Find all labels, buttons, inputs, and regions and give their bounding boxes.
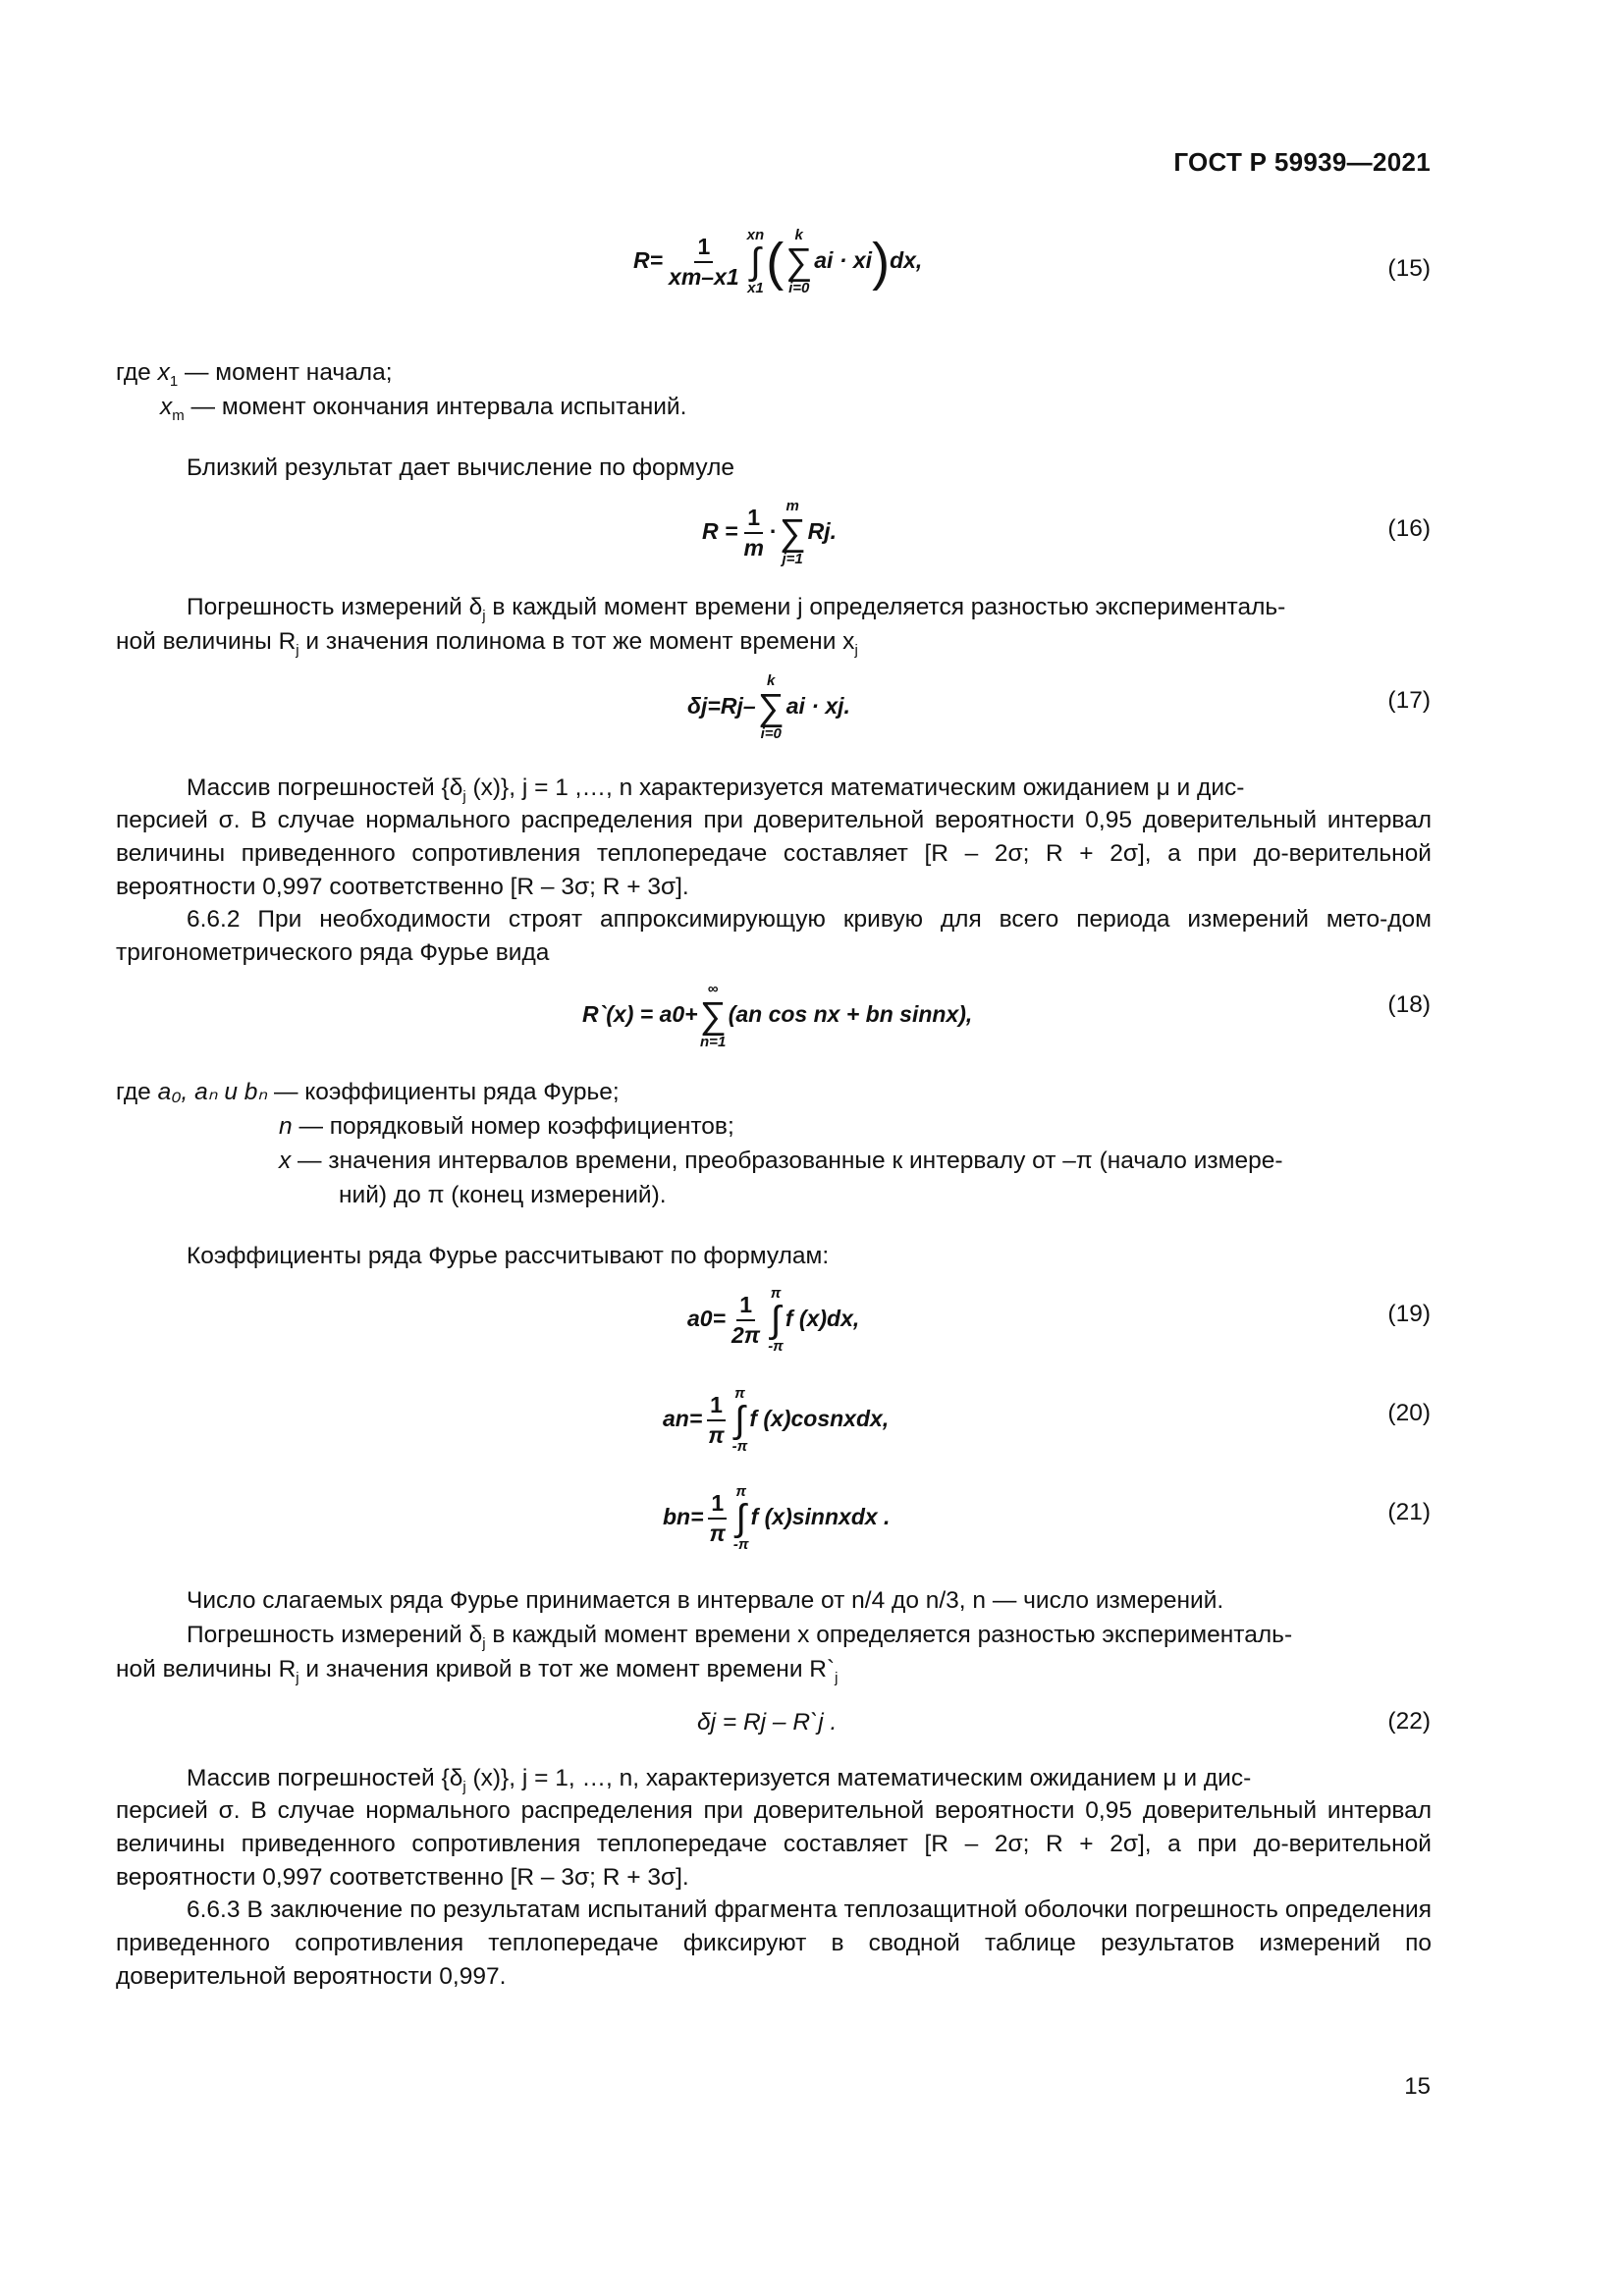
equation-number-16: (16)	[1387, 515, 1431, 542]
paren-right: )	[872, 233, 891, 292]
formula-17-body: ai · xj.	[785, 693, 850, 720]
text: j	[482, 607, 486, 624]
sum-symbol: ∑	[779, 512, 806, 554]
formula-17	[687, 673, 850, 742]
text: Погрешность измерений δ	[187, 1622, 483, 1648]
formula-18-body: (an cos nx + bn sinnx),	[728, 1001, 973, 1028]
integral-symbol: ∫	[735, 1498, 746, 1539]
text: и значения кривой в тот же момент времени R`	[298, 1656, 836, 1682]
formula-15-int-upper: xn	[746, 227, 765, 243]
legend-xm-term: x	[160, 394, 173, 420]
formula-16: R = $\frac{1}{m}$ · m ∑ j=1 Rj.	[702, 498, 838, 567]
formula-21-int-lower: -π	[732, 1536, 749, 1553]
text: j	[835, 1669, 839, 1686]
equation-number-21: (21)	[1387, 1499, 1431, 1525]
integral-symbol: ∫	[750, 241, 761, 283]
sum-symbol: ∑	[699, 995, 727, 1037]
text: ной величины R	[116, 1656, 297, 1682]
text: (x)}, j = 1 ,…, n характеризуется математическим ожиданием μ и дис-	[465, 774, 1245, 801]
integral-symbol: ∫	[734, 1400, 745, 1441]
text: j	[296, 641, 299, 659]
legend-x1-term: x	[157, 359, 170, 386]
legend-n-text: — порядковый номер коэффициентов;	[292, 1113, 734, 1140]
formula-16-body: Rj.	[807, 518, 838, 545]
equation-number-19: (19)	[1387, 1301, 1431, 1327]
paragraph-error1-line2	[116, 625, 858, 667]
text: ной величины R	[116, 628, 297, 655]
sum-symbol: ∑	[785, 241, 813, 283]
formula-21-denominator: π	[709, 1521, 726, 1546]
page-number: 15	[1404, 2073, 1431, 2100]
formula-19-body: f (x)dx,	[785, 1306, 860, 1332]
formula-19-denominator: 2π	[731, 1322, 761, 1348]
formula-17-sum-upper: k	[767, 672, 776, 689]
integral-symbol: ∫	[770, 1300, 782, 1341]
formula-22: δj = Rj – R`j .	[697, 1709, 838, 1735]
formula-15-tail: dx,	[890, 247, 923, 274]
equation-number-22: (22)	[1387, 1708, 1431, 1735]
formula-19-int-upper: π	[770, 1285, 782, 1302]
legend-x1-sub: 1	[169, 372, 179, 390]
formula-18	[582, 982, 972, 1050]
formula-21-int-upper: π	[735, 1483, 747, 1500]
formula-20-denominator: π	[708, 1422, 725, 1448]
paragraph-fourier-terms: Число слагаемых ряда Фурье принимается в интервале от n/4 до n/3, n — число измерений.	[187, 1587, 1224, 1614]
legend-xm-text: — момент окончания интервала испытаний.	[184, 394, 687, 420]
formula-19-int-lower: -π	[768, 1338, 784, 1355]
text: j	[854, 641, 858, 659]
equation-number-18: (18)	[1387, 991, 1431, 1018]
text: j	[462, 1778, 466, 1795]
legend-prefix: где	[116, 359, 151, 386]
paragraph-error2-line2	[116, 1653, 839, 1695]
formula-15-denominator: xm–x1	[669, 264, 739, 290]
formula-21	[663, 1484, 890, 1553]
text: j	[296, 1669, 299, 1686]
text: j	[462, 787, 466, 805]
legend-x1-text: — момент начала;	[178, 359, 393, 386]
paragraph-6-6-2: 6.6.2 При необходимости строят аппроксимирующую кривую для всего периода измерений мето-дом тригонометрического ряда Фурье вида	[116, 906, 1432, 966]
text: j	[482, 1634, 486, 1652]
formula-20	[663, 1386, 889, 1455]
formula-18-lhs: R`(x) = a0+	[582, 1001, 698, 1028]
formula-21-lhs: bn=	[663, 1504, 704, 1530]
paragraph-close-result: Близкий результат дает вычисление по формуле	[187, 454, 735, 481]
legend-x-text: — значения интервалов времени, преобразованные к интервалу от –π (начало измере-	[291, 1148, 1283, 1174]
text: в каждый момент времени j определяется разностью эксперименталь-	[485, 594, 1286, 620]
equation-number-17: (17)	[1387, 687, 1431, 714]
paragraph-coefficients: Коэффициенты ряда Фурье рассчитывают по формулам:	[187, 1243, 830, 1269]
formula-16-sum-lower: j=1	[782, 551, 803, 567]
formula-17-lhs: δj=Rj–	[687, 693, 756, 720]
formula-18-sum-lower: n=1	[700, 1034, 727, 1050]
formula-20-numerator: 1	[707, 1392, 726, 1421]
formula-15-body: ai · xi	[814, 247, 873, 274]
text: (x)}, j = 1, …, n, характеризуется математическим ожиданием μ и дис-	[465, 1765, 1252, 1791]
legend-n-term: n	[279, 1113, 293, 1140]
text: и значения полинома в тот же момент времени x	[298, 628, 855, 655]
legend-x-term: x	[279, 1148, 292, 1174]
formula-18-sum-upper: ∞	[707, 981, 719, 997]
equation-number-15: (15)	[1387, 255, 1431, 282]
legend-xm-sub: m	[172, 406, 185, 424]
formula-19-lhs: a0=	[687, 1306, 727, 1332]
formula-17-sum-lower: i=0	[760, 725, 782, 742]
formula-20-body: f (x)cosnxdx,	[749, 1406, 890, 1432]
text: Погрешность измерений δ	[187, 594, 483, 620]
formula-21-numerator: 1	[708, 1490, 727, 1520]
formula-21-body: f (x)sinnxdx .	[750, 1504, 891, 1530]
formula-15-sum-upper: k	[794, 227, 803, 243]
formula-20-int-lower: -π	[731, 1438, 748, 1455]
formula-19	[687, 1286, 859, 1355]
legend-18-coefficients	[116, 1076, 620, 1109]
equation-number-20: (20)	[1387, 1400, 1431, 1426]
paragraph-mass2-rest: персией σ. В случае нормального распределения при доверительной вероятности 0,95 доверительный интервал величины приведенного сопротивления теплопередаче составляет [R – 2σ; R + 2σ], а при до-верительной вероятности 0,997 соответственно [R – 3σ; R + 3σ].	[116, 1797, 1432, 1891]
formula-16-numerator: 1	[744, 505, 763, 534]
legend-prefix: где	[116, 1079, 151, 1105]
formula-15-lhs: R=	[633, 247, 664, 274]
paragraph-mass1-rest: персией σ. В случае нормального распределения при доверительной вероятности 0,95 доверительный интервал величины приведенного сопротивления теплопередаче составляет [R – 2σ; R + 2σ], а при до-верительной вероятности 0,997 соответственно [R – 3σ; R + 3σ].	[116, 807, 1432, 900]
formula-15-sum-lower: i=0	[788, 280, 810, 296]
formula-19-numerator: 1	[736, 1292, 755, 1321]
document-header: ГОСТ Р 59939—2021	[1173, 147, 1431, 177]
legend-18-n	[279, 1110, 734, 1144]
formula-15-int-lower: x1	[747, 280, 764, 296]
formula-15-numerator: 1	[694, 234, 713, 263]
legend-15-xm	[160, 391, 686, 433]
formula-15	[633, 228, 922, 296]
legend-18-x-continued: ний) до π (конец измерений).	[339, 1182, 667, 1208]
formula-20-lhs: an=	[663, 1406, 703, 1432]
text: в каждый момент времени x определяется разностью эксперименталь-	[485, 1622, 1293, 1648]
legend-18-x	[279, 1145, 1283, 1178]
formula-16-lhs: R =	[702, 518, 738, 545]
text: Массив погрешностей {δ	[187, 1765, 463, 1791]
formula-16-sum-upper: m	[785, 498, 799, 514]
legend-coefs-term: a₀, aₙ и bₙ	[157, 1079, 268, 1105]
formula-16-denominator: m	[743, 535, 764, 561]
paren-left: (	[766, 233, 785, 292]
formula-20-int-upper: π	[734, 1385, 745, 1402]
paragraph-6-6-3: 6.6.3 В заключение по результатам испытаний фрагмента теплозащитной оболочки погрешность определения приведенного сопротивления теплопередаче фиксируют в сводной таблице результатов измерений по доверительной вероятности 0,997.	[116, 1896, 1432, 1990]
sum-symbol: ∑	[757, 687, 785, 728]
text: Массив погрешностей {δ	[187, 774, 463, 801]
legend-coefs-text: — коэффициенты ряда Фурье;	[267, 1079, 620, 1105]
